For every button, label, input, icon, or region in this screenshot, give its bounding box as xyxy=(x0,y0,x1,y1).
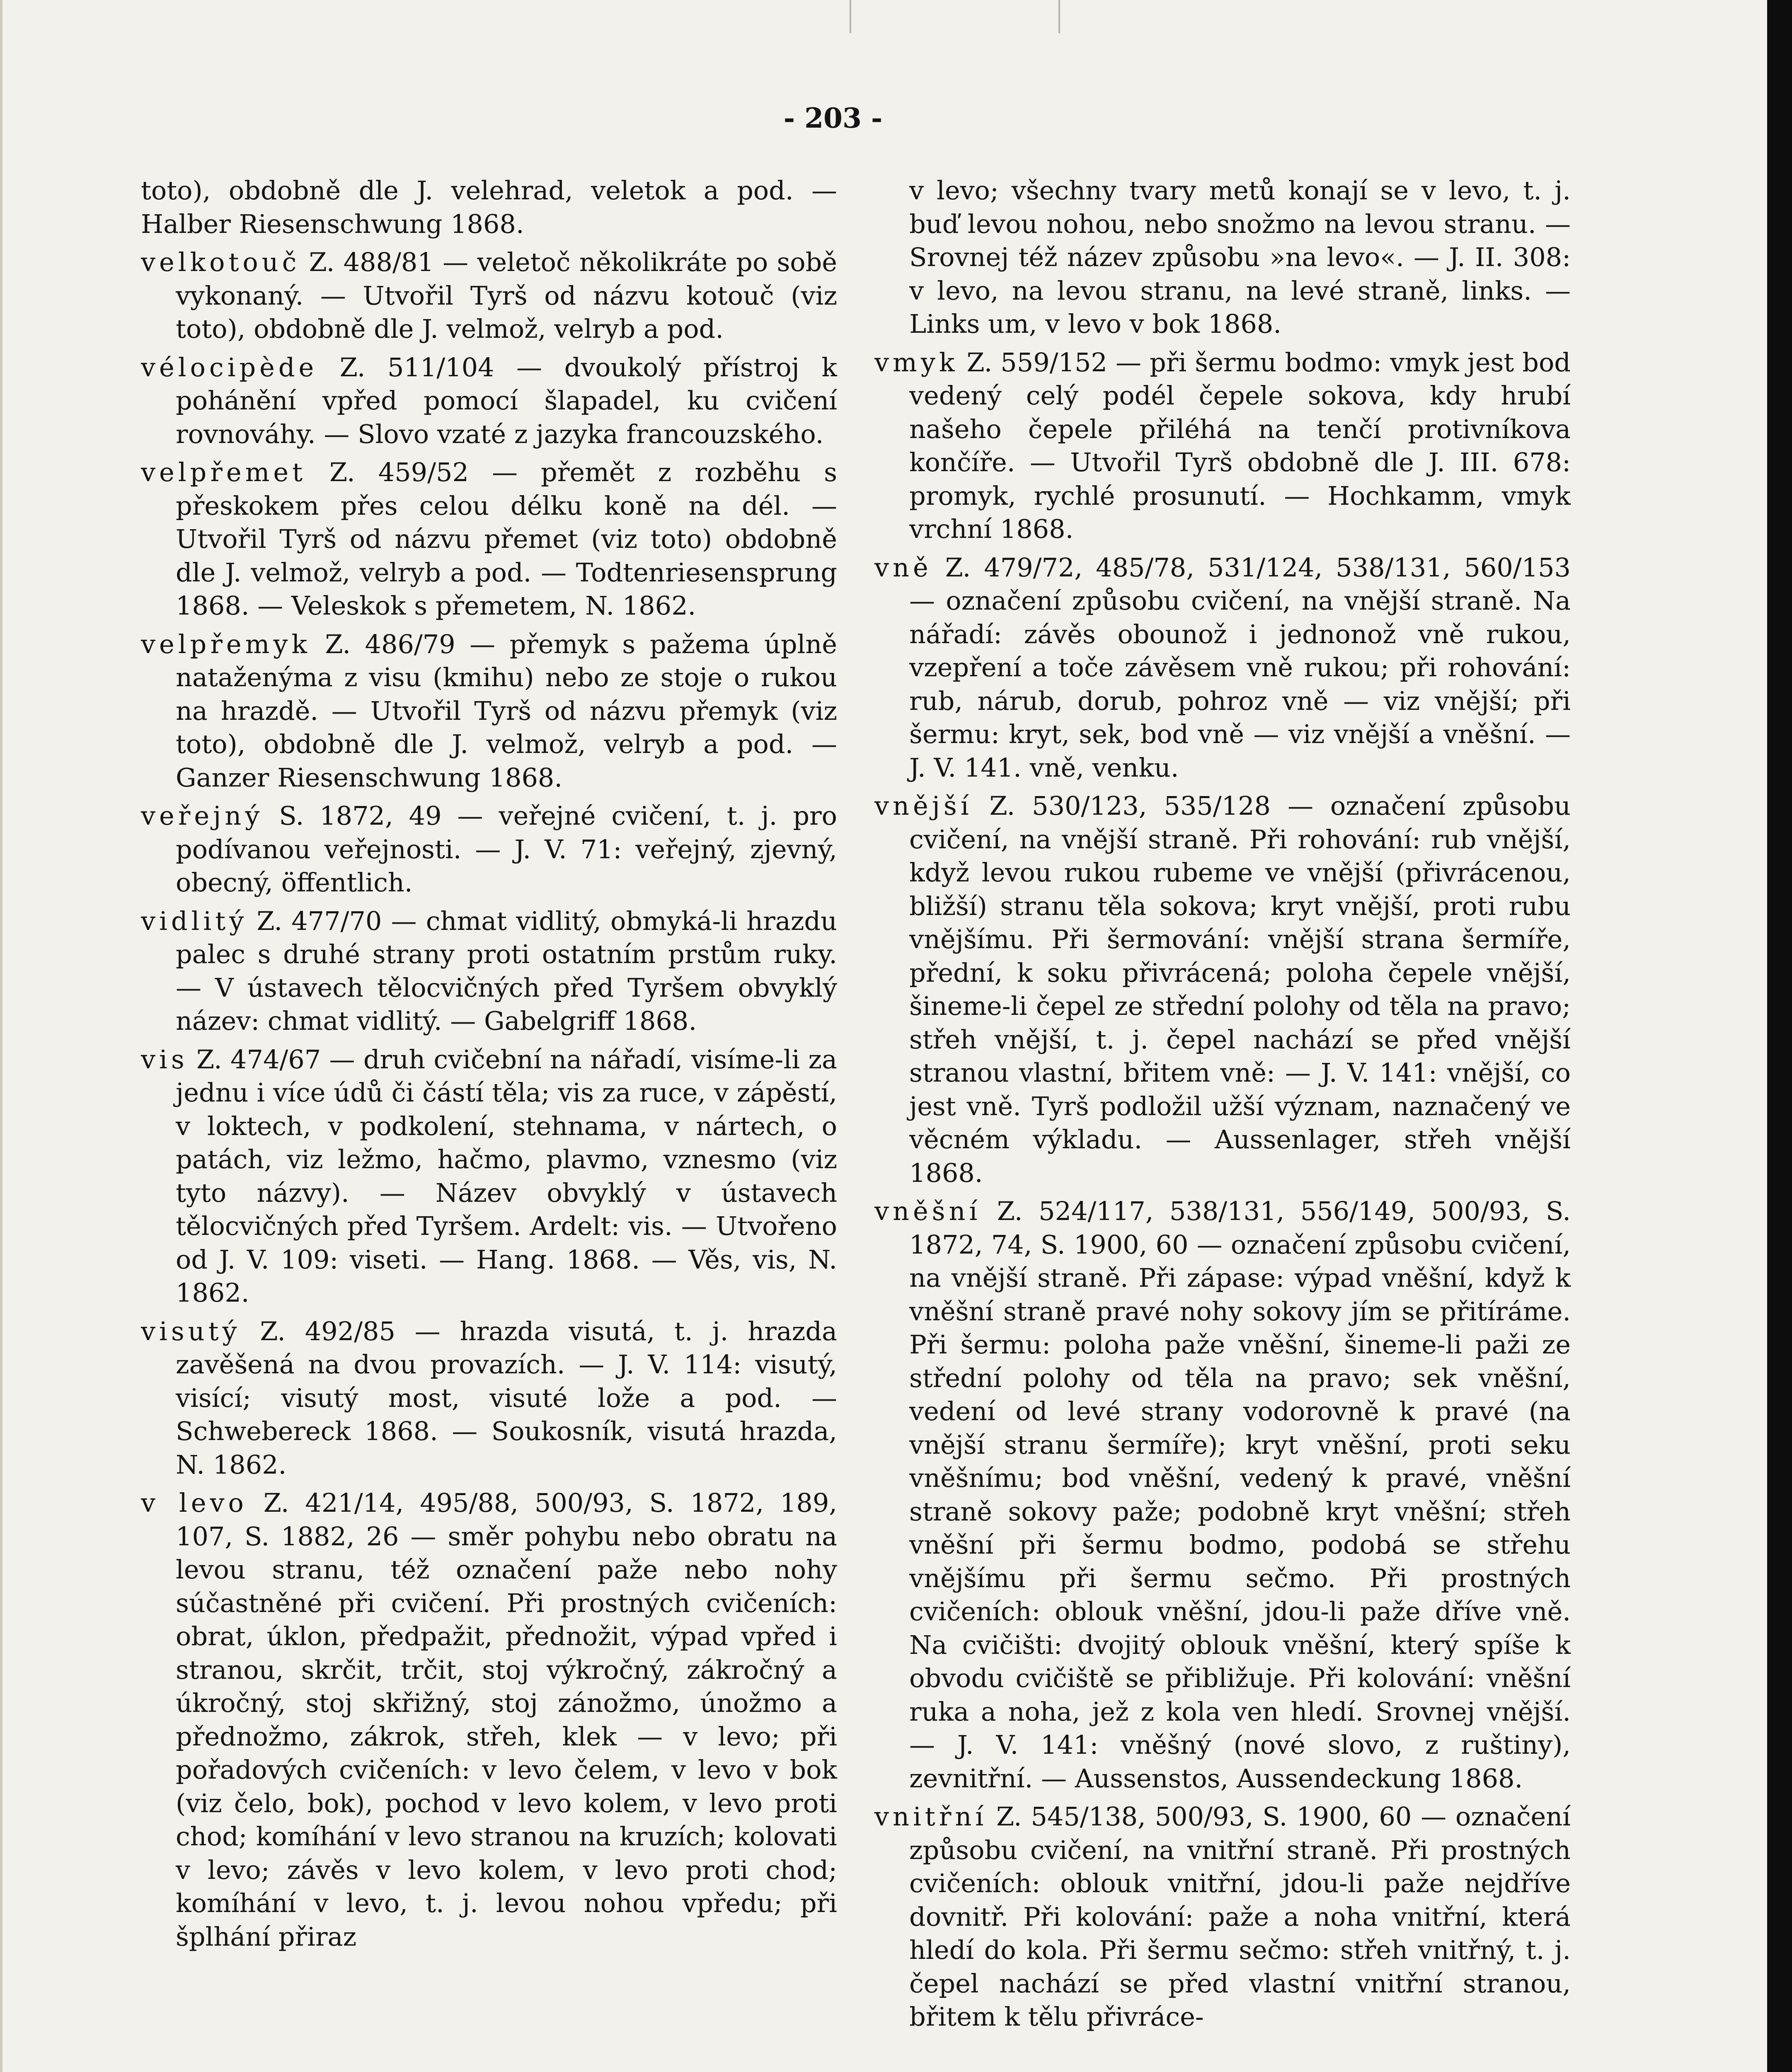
page-number: - 203 - xyxy=(783,102,883,134)
entry-text: Z. 524/117, 538/131, 556/149, 500/93, S. 1872, 74, S. 1900, 60 — označení způsobu cvičení, na vnější straně. Při zápase: výpad vněšní, když k vněšní straně pravé nohy sokovy jím se přitíráme. Při šermu: poloha paže vněšní, šineme-li paži ze střední polohy od těla na pravo; sek vněšní, vedení od levé strany vodorovně k pravé (na vnější stranu šermíře); kryt vněšní, proti seku vněšnímu; bod vněšní, vedený k pravé, vněšní straně sokovy paže; podobně kryt vněšní; střeh vněšní při šermu bodmo, podobá se střehu vnějšímu při šermu sečmo. Při prostných cvičeních: oblouk vněšní, jdou-li paže dříve vně. Na cvičišti: dvojitý oblouk vněšní, který spíše k obvodu cvičiště se přibližuje. Při kolování: vněšní ruka a noha, jež z kola ven hledí. Srovnej vnější. — J. V. 141: vněšný (nové slovo, z ruštiny), zevnitřní. — Aussenstos, Aussendeckung 1868. xyxy=(909,1196,1571,1794)
dictionary-entry xyxy=(141,628,837,795)
page-edge-right xyxy=(1767,0,1792,2072)
entry-headword: vnitřní xyxy=(874,1801,988,1832)
entry-text: Z. 459/52 — přemět z rozběhu s přeskokem přes celou délku koně na dél. — Utvořil Tyrš od názvu přemet (viz toto) obdobně dle J. velmož, velryb a pod. — Todtenriesensprung 1868. — Veleskok s přemetem, N. 1862. xyxy=(176,457,837,621)
entry-text: Z. 479/72, 485/78, 531/124, 538/131, 560/153 — označení způsobu cvičení, na vnější straně. Na nářadí: závěs obounož i jednonož vně rukou, vzepření a toče závěsem vně rukou; při rohování: rub, nárub, dorub, pohroz vně — viz vnější; při šermu: kryt, sek, bod vně — viz vnější a vněšní. — J. V. 141. vně, venku. xyxy=(909,552,1571,783)
top-binding-mark xyxy=(850,0,1060,33)
page-edge-left xyxy=(0,0,2,2072)
dictionary-entry xyxy=(874,789,1571,1190)
entry-text: Z. 474/67 — druh cvičební na nářadí, visíme-li za jednu i více údů či částí těla; vis za ruce, v zápěstí, v loktech, v podkolení, stehnama, v nártech, o patách, viz ležmo, hačmo, plavmo, vznesmo (viz tyto názvy). — Název obvyklý v ústavech tělocvičných před Tyršem. Ardelt: vis. — Utvořeno od J. V. 109: viseti. — Hang. 1868. — Věs, vis, N. 1862. xyxy=(176,1044,837,1308)
entry-text: toto), obdobně dle J. velehrad, veletok a pod. — Halber Riesenschwung 1868. xyxy=(141,175,837,239)
dictionary-entry xyxy=(141,1043,837,1310)
entry-headword: visutý xyxy=(141,1316,241,1346)
dictionary-entry xyxy=(141,174,837,241)
entry-text: Z. 477/70 — chmat vidlitý, obmyká-li hrazdu palec s druhé strany proti ostatním prstům ruky. — V ústavech tělocvičných před Tyršem obvyklý název: chmat vidlitý. — Gabelgriff 1868. xyxy=(176,905,837,1036)
dictionary-entry xyxy=(141,1315,837,1482)
entry-headword: v levo xyxy=(141,1488,247,1518)
dictionary-entry xyxy=(141,456,837,623)
entry-text: Z. 559/152 — při šermu bodmo: vmyk jest bod vedený celý podél čepele sokova, kdy hrubí našeho čepele přiléhá na tenčí protivníkova končíře. — Utvořil Tyrš obdobně dle J. III. 678: promyk, rychlé prosunutí. — Hochkamm, vmyk vrchní 1868. xyxy=(909,347,1571,544)
dictionary-entry xyxy=(874,1195,1571,1795)
dictionary-entry xyxy=(141,799,837,900)
entry-text: S. 1872, 49 — veřejné cvičení, t. j. pro podívanou veřejnosti. — J. V. 71: veřejný, zjevný, obecný, öffentlich. xyxy=(176,801,837,898)
entry-text: Z. 492/85 — hrazda visutá, t. j. hrazda zavěšená na dvou provazích. — J. V. 114: visutý, visící; visutý most, visuté lože a pod. — Schwebereck 1868. — Soukosník, visutá hrazda, N. 1862. xyxy=(176,1316,837,1480)
dictionary-entry xyxy=(141,351,837,451)
dictionary-entry xyxy=(141,1486,837,1953)
entry-headword: vnější xyxy=(874,791,973,821)
dictionary-entry xyxy=(874,551,1571,785)
entry-headword: vélocipède xyxy=(141,352,318,382)
entry-headword: vněšní xyxy=(874,1196,981,1226)
entry-text: Z. 421/14, 495/88, 500/93, S. 1872, 189, 107, S. 1882, 26 — směr pohybu nebo obratu na levou stranu, též označení paže nebo nohy súčastněné při cvičení. Při prostných cvičeních: obrat, úklon, předpažit, přednožit, výpad vpřed i stranou, skrčit, trčit, stoj výkročný, zákročný a úkročný, stoj skřižný, stoj zánožmo, únožmo a přednožmo, zákrok, střeh, klek — v levo; při pořadových cvičeních: v levo čelem, v levo v bok (viz čelo, bok), pochod v levo kolem, v levo proti chod; komíhání v levo stranou na kruzích; kolovati v levo; závěs v levo kolem, v levo proti chod; komíhání v levo, t. j. levou nohou vpředu; při šplhání přiraz xyxy=(176,1488,837,1952)
entry-text: Z. 545/138, 500/93, S. 1900, 60 — označení způsobu cvičení, na vnitřní straně. Při prostných cvičeních: oblouk vnitřní, jdou-li paže nejdříve dovnitř. Při kolování: paže a noha vnitřní, která hledí do kola. Při šermu sečmo: střeh vnitřný, t. j. čepel nachází se před vlastní vnitřní stranou, břitem k tělu přivráce- xyxy=(909,1801,1571,2032)
dictionary-entry xyxy=(141,246,837,346)
dictionary-entry xyxy=(874,174,1571,341)
entry-headword: vidlitý xyxy=(141,905,248,936)
entry-text: Z. 511/104 — dvoukolý přístroj k pohánění vpřed pomocí šlapadel, ku cvičení rovnováhy. — Slovo vzaté z jazyka francouzského. xyxy=(176,352,837,449)
dictionary-entry xyxy=(874,1800,1571,2034)
entry-headword: velkotouč xyxy=(141,247,300,277)
entry-headword: vmyk xyxy=(874,347,959,378)
entry-headword: vně xyxy=(874,552,932,583)
left-column xyxy=(141,174,837,1958)
right-column xyxy=(874,174,1571,2039)
entry-headword: veřejný xyxy=(141,801,264,831)
entry-headword: velpřemet xyxy=(141,457,306,487)
entry-text: Z. 486/79 — přemyk s pažema úplně nataženýma z visu (kmihu) nebo ze stoje o rukou na hrazdě. — Utvořil Tyrš od názvu přemyk (viz toto), obdobně dle J. velmož, velryb a pod. — Ganzer Riesenschwung 1868. xyxy=(176,629,837,793)
dictionary-entry xyxy=(874,346,1571,546)
entry-text: Z. 530/123, 535/128 — označení způsobu cvičení, na vnější straně. Při rohování: rub vnější, když levou rukou rubeme ve vnější (přivrácenou, bližší) stranu těla sokova; kryt vnější, proti rubu vnějšímu. Při šermování: vnější strana šermíře, přední, k soku přivrácená; poloha čepele vnější, šineme-li čepel ze střední polohy od těla na pravo; střeh vnější, t. j. čepel nachází se před vnější stranou vlastní, břitem vně: — J. V. 141: vnější, co jest vně. Tyrš podložil užší význam, naznačený ve věcném výkladu. — Aussenlager, střeh vnější 1868. xyxy=(909,791,1571,1188)
dictionary-entry xyxy=(141,905,837,1038)
entry-text: Z. 488/81 — veletoč několikráte po sobě vykonaný. — Utvořil Tyrš od názvu kotouč (viz toto), obdobně dle J. velmož, velryb a pod. xyxy=(176,247,837,344)
entry-text: v levo; všechny tvary metů konají se v levo, t. j. buď levou nohou, nebo snožmo na levou stranu. — Srovnej též název způsobu »na levo«. — J. II. 308: v levo, na levou stranu, na levé straně, links. — Links um, v levo v bok 1868. xyxy=(909,175,1571,339)
entry-headword: velpřemyk xyxy=(141,629,311,659)
entry-headword: vis xyxy=(141,1044,188,1075)
